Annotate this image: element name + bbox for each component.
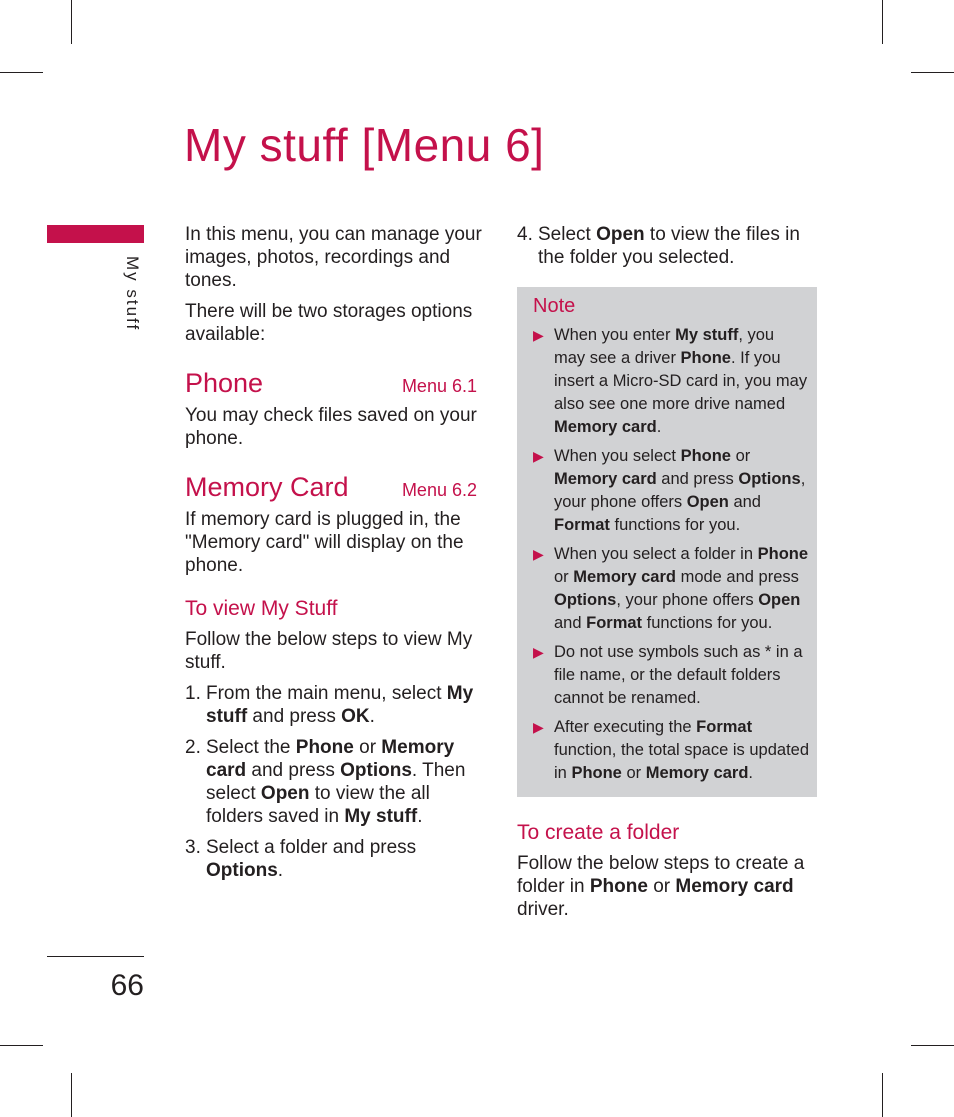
view-steps-list-continued — [517, 223, 817, 269]
note-text: When you select a folder in Phone or Memory card mode and press Options, your phone offers Open and Format functions for you. — [554, 545, 809, 632]
note-text: When you select Phone or Memory card and press Options, your phone offers Open and Format functions for you. — [554, 447, 806, 534]
view-my-stuff-intro: Follow the below steps to view My stuff. — [185, 629, 473, 673]
step-number: 2. — [185, 737, 201, 758]
crop-mark — [0, 72, 43, 73]
left-column — [185, 223, 483, 890]
intro-paragraph: In this menu, you can manage your images, photos, recordings and tones. — [185, 224, 482, 291]
crop-mark — [71, 0, 72, 44]
crop-mark — [882, 0, 883, 44]
right-column — [517, 223, 817, 929]
triangle-bullet-icon: ▶ — [533, 719, 544, 735]
intro-paragraph: There will be two storages options available: — [185, 301, 473, 345]
crop-mark — [911, 72, 954, 73]
note-list — [533, 324, 809, 785]
section-tab-bar — [47, 225, 144, 243]
list-item — [533, 716, 809, 785]
memory-card-heading — [185, 472, 483, 502]
note-text: After executing the Format function, the total space is updated in Phone or Memory card. — [554, 718, 810, 782]
note-box — [517, 287, 817, 797]
create-folder-body: Follow the below steps to create a folder in Phone or Memory card driver. — [517, 853, 805, 920]
create-folder-heading: To create a folder — [517, 821, 680, 844]
note-text: When you enter My stuff, you may see a driver Phone. If you insert a Micro-SD card in, you may also see one more drive named Memory card. — [554, 326, 808, 436]
list-item — [185, 682, 483, 728]
note-text: Do not use symbols such as * in a file name, or the default folders cannot be renamed. — [554, 643, 803, 707]
crop-mark — [911, 1045, 954, 1046]
memory-card-heading-text: Memory Card — [185, 472, 349, 502]
side-section-label: My stuff — [123, 256, 142, 332]
phone-body: You may check files saved on your phone. — [185, 405, 477, 449]
list-item — [533, 445, 809, 537]
view-steps-list — [185, 682, 483, 882]
phone-heading — [185, 368, 483, 398]
step-text: Select Open to view the files in the folder you selected. — [538, 224, 800, 268]
footer-rule — [47, 956, 144, 957]
view-my-stuff-heading: To view My Stuff — [185, 597, 338, 620]
phone-menu-number: Menu 6.1 — [401, 376, 477, 396]
memory-card-menu-number: Menu 6.2 — [401, 480, 477, 500]
page-title: My stuff [Menu 6] — [184, 119, 545, 171]
list-item — [185, 736, 483, 828]
step-text: Select the Phone or Memory card and press Options. Then select Open to view the all folders saved in My stuff. — [206, 737, 466, 827]
note-heading: Note — [533, 295, 576, 317]
step-text: From the main menu, select My stuff and press OK. — [206, 683, 474, 727]
step-number: 1. — [185, 683, 201, 704]
triangle-bullet-icon: ▶ — [533, 644, 544, 660]
step-text: Select a folder and press Options. — [206, 837, 417, 881]
crop-mark — [71, 1073, 72, 1117]
list-item — [533, 543, 809, 635]
list-item — [517, 223, 817, 269]
triangle-bullet-icon: ▶ — [533, 546, 544, 562]
crop-mark — [0, 1045, 43, 1046]
list-item — [533, 641, 809, 710]
list-item — [185, 836, 483, 882]
step-number: 3. — [185, 837, 201, 858]
memory-card-body: If memory card is plugged in, the "Memory card" will display on the phone. — [185, 509, 464, 576]
phone-heading-text: Phone — [185, 368, 264, 398]
triangle-bullet-icon: ▶ — [533, 327, 544, 343]
crop-mark — [882, 1073, 883, 1117]
step-number: 4. — [517, 224, 533, 245]
list-item — [533, 324, 809, 439]
triangle-bullet-icon: ▶ — [533, 448, 544, 464]
page-number: 66 — [110, 969, 144, 1002]
